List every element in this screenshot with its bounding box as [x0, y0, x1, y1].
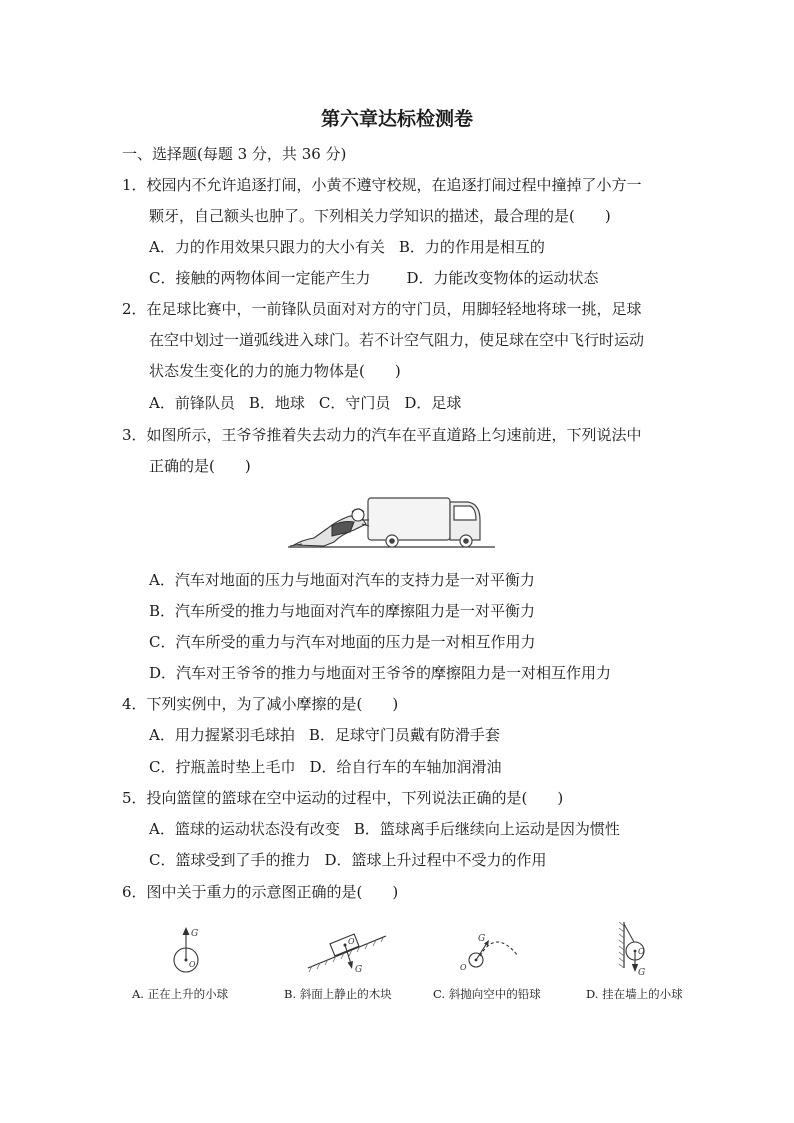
- q1-options-row-2: [149, 268, 599, 288]
- truck-window: [454, 506, 476, 520]
- o-label: O: [460, 963, 467, 972]
- q4-option-b: B．足球守门员戴有防滑手套: [308, 726, 500, 744]
- q5-option-c: C．篮球受到了手的推力: [149, 851, 311, 869]
- q4-option-c: C．拧瓶盖时垫上毛巾: [149, 758, 296, 776]
- q6-figure-d: [606, 918, 662, 980]
- page-title: 第六章达标检测卷: [320, 108, 473, 130]
- q1-option-b: B．力的作用是相互的: [398, 238, 545, 256]
- truck-illustration: [368, 498, 480, 547]
- q3-option-a: A．汽车对地面的压力与地面对汽车的支持力是一对平衡力: [149, 571, 535, 589]
- q2-line-2: 在空中划过一道弧线进入球门。若不计空气阻力，使足球在空中飞行时运动: [149, 331, 645, 349]
- truck-box: [368, 498, 450, 540]
- q3-line-1: 3．如图所示，王爷爷推着失去动力的汽车在平直道路上匀速前进，下列说法中: [122, 426, 642, 444]
- q1-line-1: 1．校园内不允许追逐打闹，小黄不遵守校规，在追逐打闹过程中撞掉了小方一: [122, 176, 642, 194]
- q5-options-row-2: [149, 850, 547, 870]
- arrow-up-icon: [183, 927, 190, 935]
- g-label: G: [191, 929, 199, 939]
- q5-option-a: A．篮球的运动状态没有改变: [149, 820, 340, 838]
- q4-options-row-1: [149, 725, 500, 745]
- g-label: G: [478, 934, 486, 944]
- q2-line-3: 状态发生变化的力的施力物体是( ): [149, 362, 401, 380]
- q2-option-c: C．守门员: [318, 394, 391, 412]
- q3-option-d: D．汽车对王爷爷的推力与地面对王爷爷的摩擦阻力是一对相互作用力: [149, 664, 612, 682]
- q6-figure-c: [452, 922, 532, 980]
- q1-line-2: 颗牙，自己额头也肿了。下列相关力学知识的描述，最合理的是( ): [149, 207, 611, 225]
- q6-caption-a: A. 正在上升的小球: [132, 987, 229, 1001]
- q3-option-c: C．汽车所受的重力与汽车对地面的压力是一对相互作用力: [149, 633, 536, 651]
- q6-figure-b: [302, 922, 392, 982]
- g-label: G: [355, 965, 363, 975]
- man-illustration: [290, 509, 369, 546]
- q4-options-row-2: [149, 757, 502, 777]
- q5-line-1: 5．投向篮筐的篮球在空中运动的过程中，下列说法正确的是( ): [122, 789, 564, 807]
- section-heading: 一、选择题(每题 3 分，共 36 分): [122, 145, 347, 163]
- q4-option-d: D．给自行车的车轴加润滑油: [309, 758, 502, 776]
- q3-line-2: 正确的是( ): [149, 457, 251, 475]
- q5-option-b: B．篮球离手后继续向上运动是因为惯性: [353, 820, 620, 838]
- q3-option-b: B．汽车所受的推力与地面对汽车的摩擦阻力是一对平衡力: [149, 602, 536, 620]
- q6-caption-b: B. 斜面上静止的木块: [284, 987, 392, 1001]
- q2-options-row: [149, 393, 461, 413]
- q2-option-a: A．前锋队员: [149, 394, 235, 412]
- q1-option-d: D．力能改变物体的运动状态: [406, 269, 599, 287]
- q1-option-c: C．接触的两物体间一定能产生力: [149, 269, 371, 287]
- o-label: O: [189, 960, 196, 969]
- o-label: O: [348, 937, 355, 946]
- q6-line-1: 6．图中关于重力的示意图正确的是( ): [122, 883, 399, 901]
- q2-option-b: B．地球: [248, 394, 305, 412]
- man-jacket: [332, 522, 354, 537]
- q6-figure-a: [160, 920, 220, 980]
- q1-option-a: A．力的作用效果只跟力的大小有关: [149, 238, 385, 256]
- o-label: O: [638, 947, 645, 956]
- q4-option-a: A．用力握紧羽毛球拍: [149, 726, 295, 744]
- q4-line-1: 4．下列实例中，为了减小摩擦的是( ): [122, 695, 399, 713]
- q3-figure-man-pushing-truck: [280, 490, 500, 552]
- arrow-down-icon: [348, 961, 354, 969]
- q6-caption-d: D. 挂在墙上的小球: [586, 987, 683, 1001]
- q5-option-d: D．篮球上升过程中不受力的作用: [324, 851, 547, 869]
- q2-option-d: D．足球: [404, 394, 462, 412]
- q5-options-row-1: [149, 819, 620, 839]
- q2-line-1: 2．在足球比赛中，一前锋队员面对对方的守门员，用脚轻轻地将球一挑，足球: [122, 300, 642, 318]
- g-label: G: [638, 968, 646, 978]
- q6-caption-c: C. 斜抛向空中的铅球: [433, 987, 541, 1001]
- q1-options-row-1: [149, 237, 545, 257]
